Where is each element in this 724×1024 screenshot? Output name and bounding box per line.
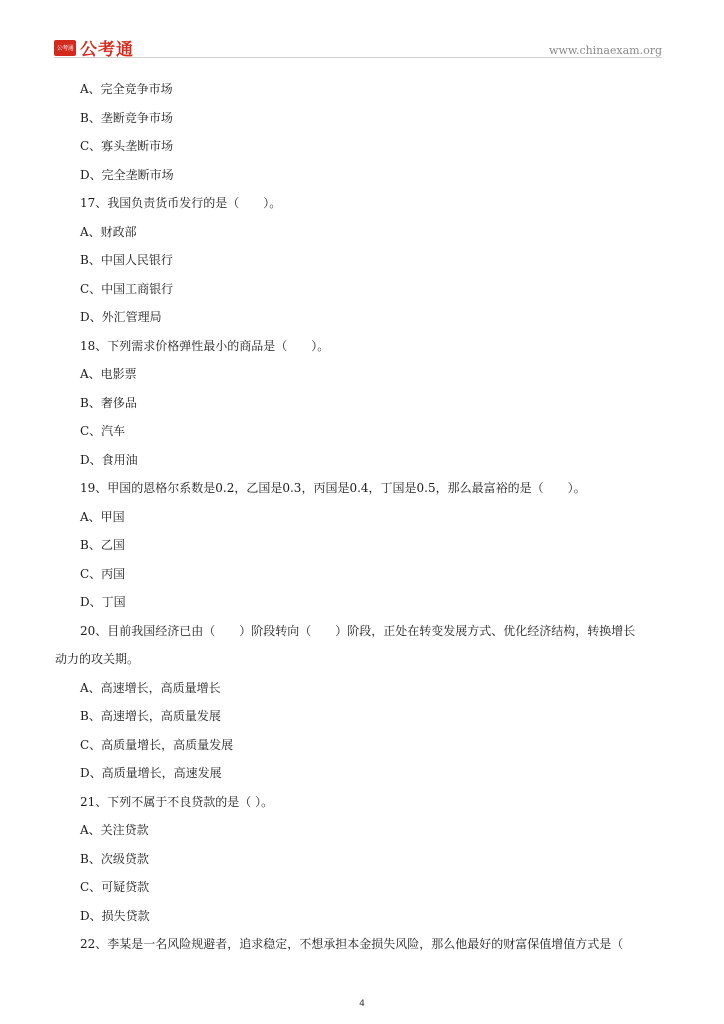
option-d: D、丁国 [80,595,126,609]
question-21: 21、下列不属于不良贷款的是（ ）。 [80,795,274,809]
option-a: A、电影票 [80,367,137,381]
question-17: 17、我国负责货币发行的是（ ）。 [80,196,282,210]
question-22: 22、李某是一名风险规避者，追求稳定，不想承担本金损失风险，那么他最好的财富保值增值方式是（ [80,937,624,951]
option-b: B、高速增长，高质量发展 [80,709,221,723]
option-b: B、乙国 [80,538,125,552]
option-b: B、垄断竞争市场 [80,111,173,125]
logo-text: 公考通 [80,40,134,60]
option-c: C、中国工商银行 [80,282,174,296]
option-a: A、甲国 [80,510,125,524]
logo-badge: 公考通 [54,40,76,56]
page-number: 4 [359,999,365,1009]
option-d: D、食用油 [80,453,138,467]
option-c: C、汽车 [80,424,126,438]
option-d: D、损失贷款 [80,909,150,923]
option-b: B、奢侈品 [80,396,137,410]
option-a: A、关注贷款 [80,823,149,837]
option-a: A、财政部 [80,225,137,239]
option-b: B、中国人民银行 [80,253,173,267]
option-b: B、次级贷款 [80,852,149,866]
question-18: 18、下列需求价格弹性最小的商品是（ ）。 [80,339,330,353]
question-19: 19、甲国的恩格尔系数是0.2，乙国是0.3，丙国是0.4，丁国是0.5，那么最富裕的是（ ）。 [80,481,586,495]
page-header [0,0,724,60]
option-a: A、高速增长，高质量增长 [80,681,221,695]
option-d: D、外汇管理局 [80,310,162,324]
option-d: D、完全垄断市场 [80,168,174,182]
question-20-continued: 动力的攻关期。 [55,652,140,666]
header-divider [54,57,662,58]
option-c: C、寡头垄断市场 [80,139,174,153]
option-a: A、完全竞争市场 [80,82,173,96]
question-20: 20、目前我国经济已由（ ）阶段转向（ ）阶段，正处在转变发展方式、优化经济结构，转换增长 [80,624,636,638]
option-c: C、丙国 [80,567,126,581]
option-c: C、高质量增长，高质量发展 [80,738,234,752]
site-url: www.chinaexam.org [549,44,662,57]
option-c: C、可疑贷款 [80,880,150,894]
option-d: D、高质量增长，高速发展 [80,766,222,780]
